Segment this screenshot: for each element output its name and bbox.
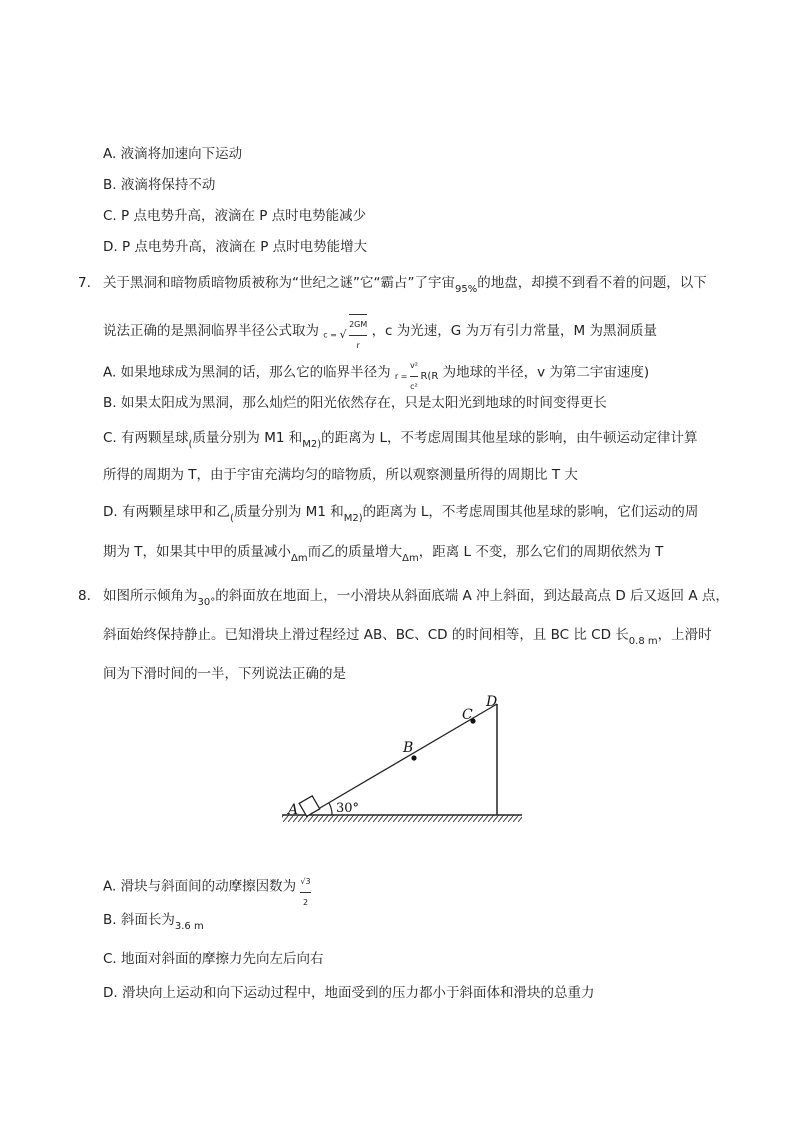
option-text: 质量分别为 M1 和 xyxy=(233,504,344,520)
option-text: 而乙的质量增大 xyxy=(307,544,403,560)
q7-critical-radius-formula xyxy=(323,314,367,356)
option-text: 期为 T，如果其中甲的质量减小 xyxy=(103,544,292,560)
option-text: C. 有两颗星球 xyxy=(103,430,189,446)
paren: ( xyxy=(229,513,234,524)
q7-option-c-line1 xyxy=(103,428,697,450)
q8-stem-line3: 间为下滑时间的一半，下列说法正确的是 xyxy=(103,666,346,682)
q7-option-d-line1 xyxy=(103,502,698,524)
q7-stem-text: 关于黑洞和暗物质暗物质被称为“世纪之谜”它“霸占”了宇宙 xyxy=(103,275,455,291)
q7-option-b: B. 如果太阳成为黑洞，那么灿烂的阳光依然存在，只是太阳光到地球的时间变得更长 xyxy=(103,395,607,411)
formula-denominator: c² xyxy=(410,382,418,391)
paren: ( xyxy=(188,439,193,450)
option-text: A. 如果地球成为黑洞的话，那么它的临界半径为 xyxy=(103,364,391,381)
angle-label: 30° xyxy=(336,801,360,816)
q8-option-d: D. 滑块向上运动和向下运动过程中，地面受到的压力都小于斜面体和滑块的总重力 xyxy=(103,985,595,1001)
slider-block xyxy=(299,796,319,816)
formula-numerator: √3 xyxy=(300,872,310,893)
q7-stem-text: 说法正确的是黑洞临界半径公式取为 xyxy=(103,323,319,339)
option-text: 的距离为 L，不考虑周围其他星球的影响，由牛顿运动定律计算 xyxy=(321,430,698,446)
formula-lhs: c = xyxy=(323,330,337,340)
option-text: 质量分别为 M1 和 xyxy=(192,430,303,446)
sqrt-icon: √ xyxy=(339,327,347,341)
q7-percent: 95% xyxy=(454,284,478,295)
option-text: A. 滑块与斜面间的动摩擦因数为 xyxy=(103,878,297,895)
label-b: B xyxy=(403,740,414,756)
stem-text: 如图所示倾角为 xyxy=(103,588,198,604)
angle-arc xyxy=(329,803,332,815)
q7-stem-text: ，c 为光速，G 为万有引力常量，M 为黑洞质量 xyxy=(371,323,657,339)
angle-value: 30° xyxy=(197,597,216,608)
delta-m: Δm xyxy=(402,553,419,564)
q8-option-a xyxy=(103,866,311,907)
q6-option-a: A. 液滴将加速向下运动 xyxy=(103,146,243,162)
q6-option-d: D. P 点电势升高，液滴在 P 点时电势能增大 xyxy=(103,239,368,255)
formula-tail: R(R xyxy=(420,371,439,382)
point-b xyxy=(411,755,416,760)
formula-numerator: v² xyxy=(410,356,418,377)
q7-option-a xyxy=(103,352,649,393)
q7-stem-text: 的地盘，却摸不到看不着的问题，以下 xyxy=(477,275,707,291)
stem-text: 斜面始终保持静止。已知滑块上滑过程经过 AB、BC、CD 的时间相等，且 BC 比 CD 长 xyxy=(103,627,629,643)
stem-text: ，上滑时 xyxy=(657,627,712,643)
length-value: 0.8 m xyxy=(628,636,658,647)
q7-option-d-line2 xyxy=(103,542,663,564)
q8-stem-line1 xyxy=(103,586,729,608)
label-d: D xyxy=(486,694,498,710)
option-text: 的距离为 L，不考虑周围其他星球的影响，它们运动的周 xyxy=(362,504,699,520)
q7-number: 7. xyxy=(78,275,91,291)
mass-m2: M2) xyxy=(343,513,363,524)
q7-option-a-formula xyxy=(395,356,438,397)
q8-number: 8. xyxy=(78,588,91,604)
option-text: D. 有两颗星球甲和乙 xyxy=(103,504,230,520)
label-a: A xyxy=(288,802,299,818)
option-text: 为地球的半径，v 为第二宇宙速度) xyxy=(442,364,650,381)
ground-hatching xyxy=(282,815,522,822)
length-value: 3.6 m xyxy=(174,921,204,932)
q8-stem-line2 xyxy=(103,625,712,647)
stem-text: 的斜面放在地面上，一小滑块从斜面底端 A 冲上斜面，到达最高点 D 后又返回 A 点， xyxy=(215,588,729,604)
label-c: C xyxy=(462,707,473,723)
option-text: ，距离 L 不变，那么它们的周期依然为 T xyxy=(418,544,664,560)
incline-figure xyxy=(278,690,538,830)
q7-option-c-line2: 所得的周期为 T，由于宇宙充满均匀的暗物质，所以观察测量所得的周期比 T 大 xyxy=(103,467,578,483)
q8-option-c: C. 地面对斜面的摩擦力先向左后向右 xyxy=(103,951,324,967)
q8-option-b xyxy=(103,910,204,932)
option-text: B. 斜面长为 xyxy=(103,912,175,928)
formula-denominator: 2 xyxy=(302,898,309,907)
formula-denominator: r xyxy=(356,341,360,350)
mass-m2: M2) xyxy=(302,439,322,450)
q7-stem-line1 xyxy=(103,273,707,295)
q6-option-c: C. P 点电势升高，液滴在 P 点时电势能减少 xyxy=(103,208,367,224)
q8-option-a-fraction xyxy=(300,872,310,913)
q7-stem-line2 xyxy=(103,310,657,352)
q6-option-b: B. 液滴将保持不动 xyxy=(103,177,216,193)
delta-m: Δm xyxy=(291,553,308,564)
formula-numerator: 2GM xyxy=(349,315,367,336)
formula-lhs: r = xyxy=(394,372,410,381)
